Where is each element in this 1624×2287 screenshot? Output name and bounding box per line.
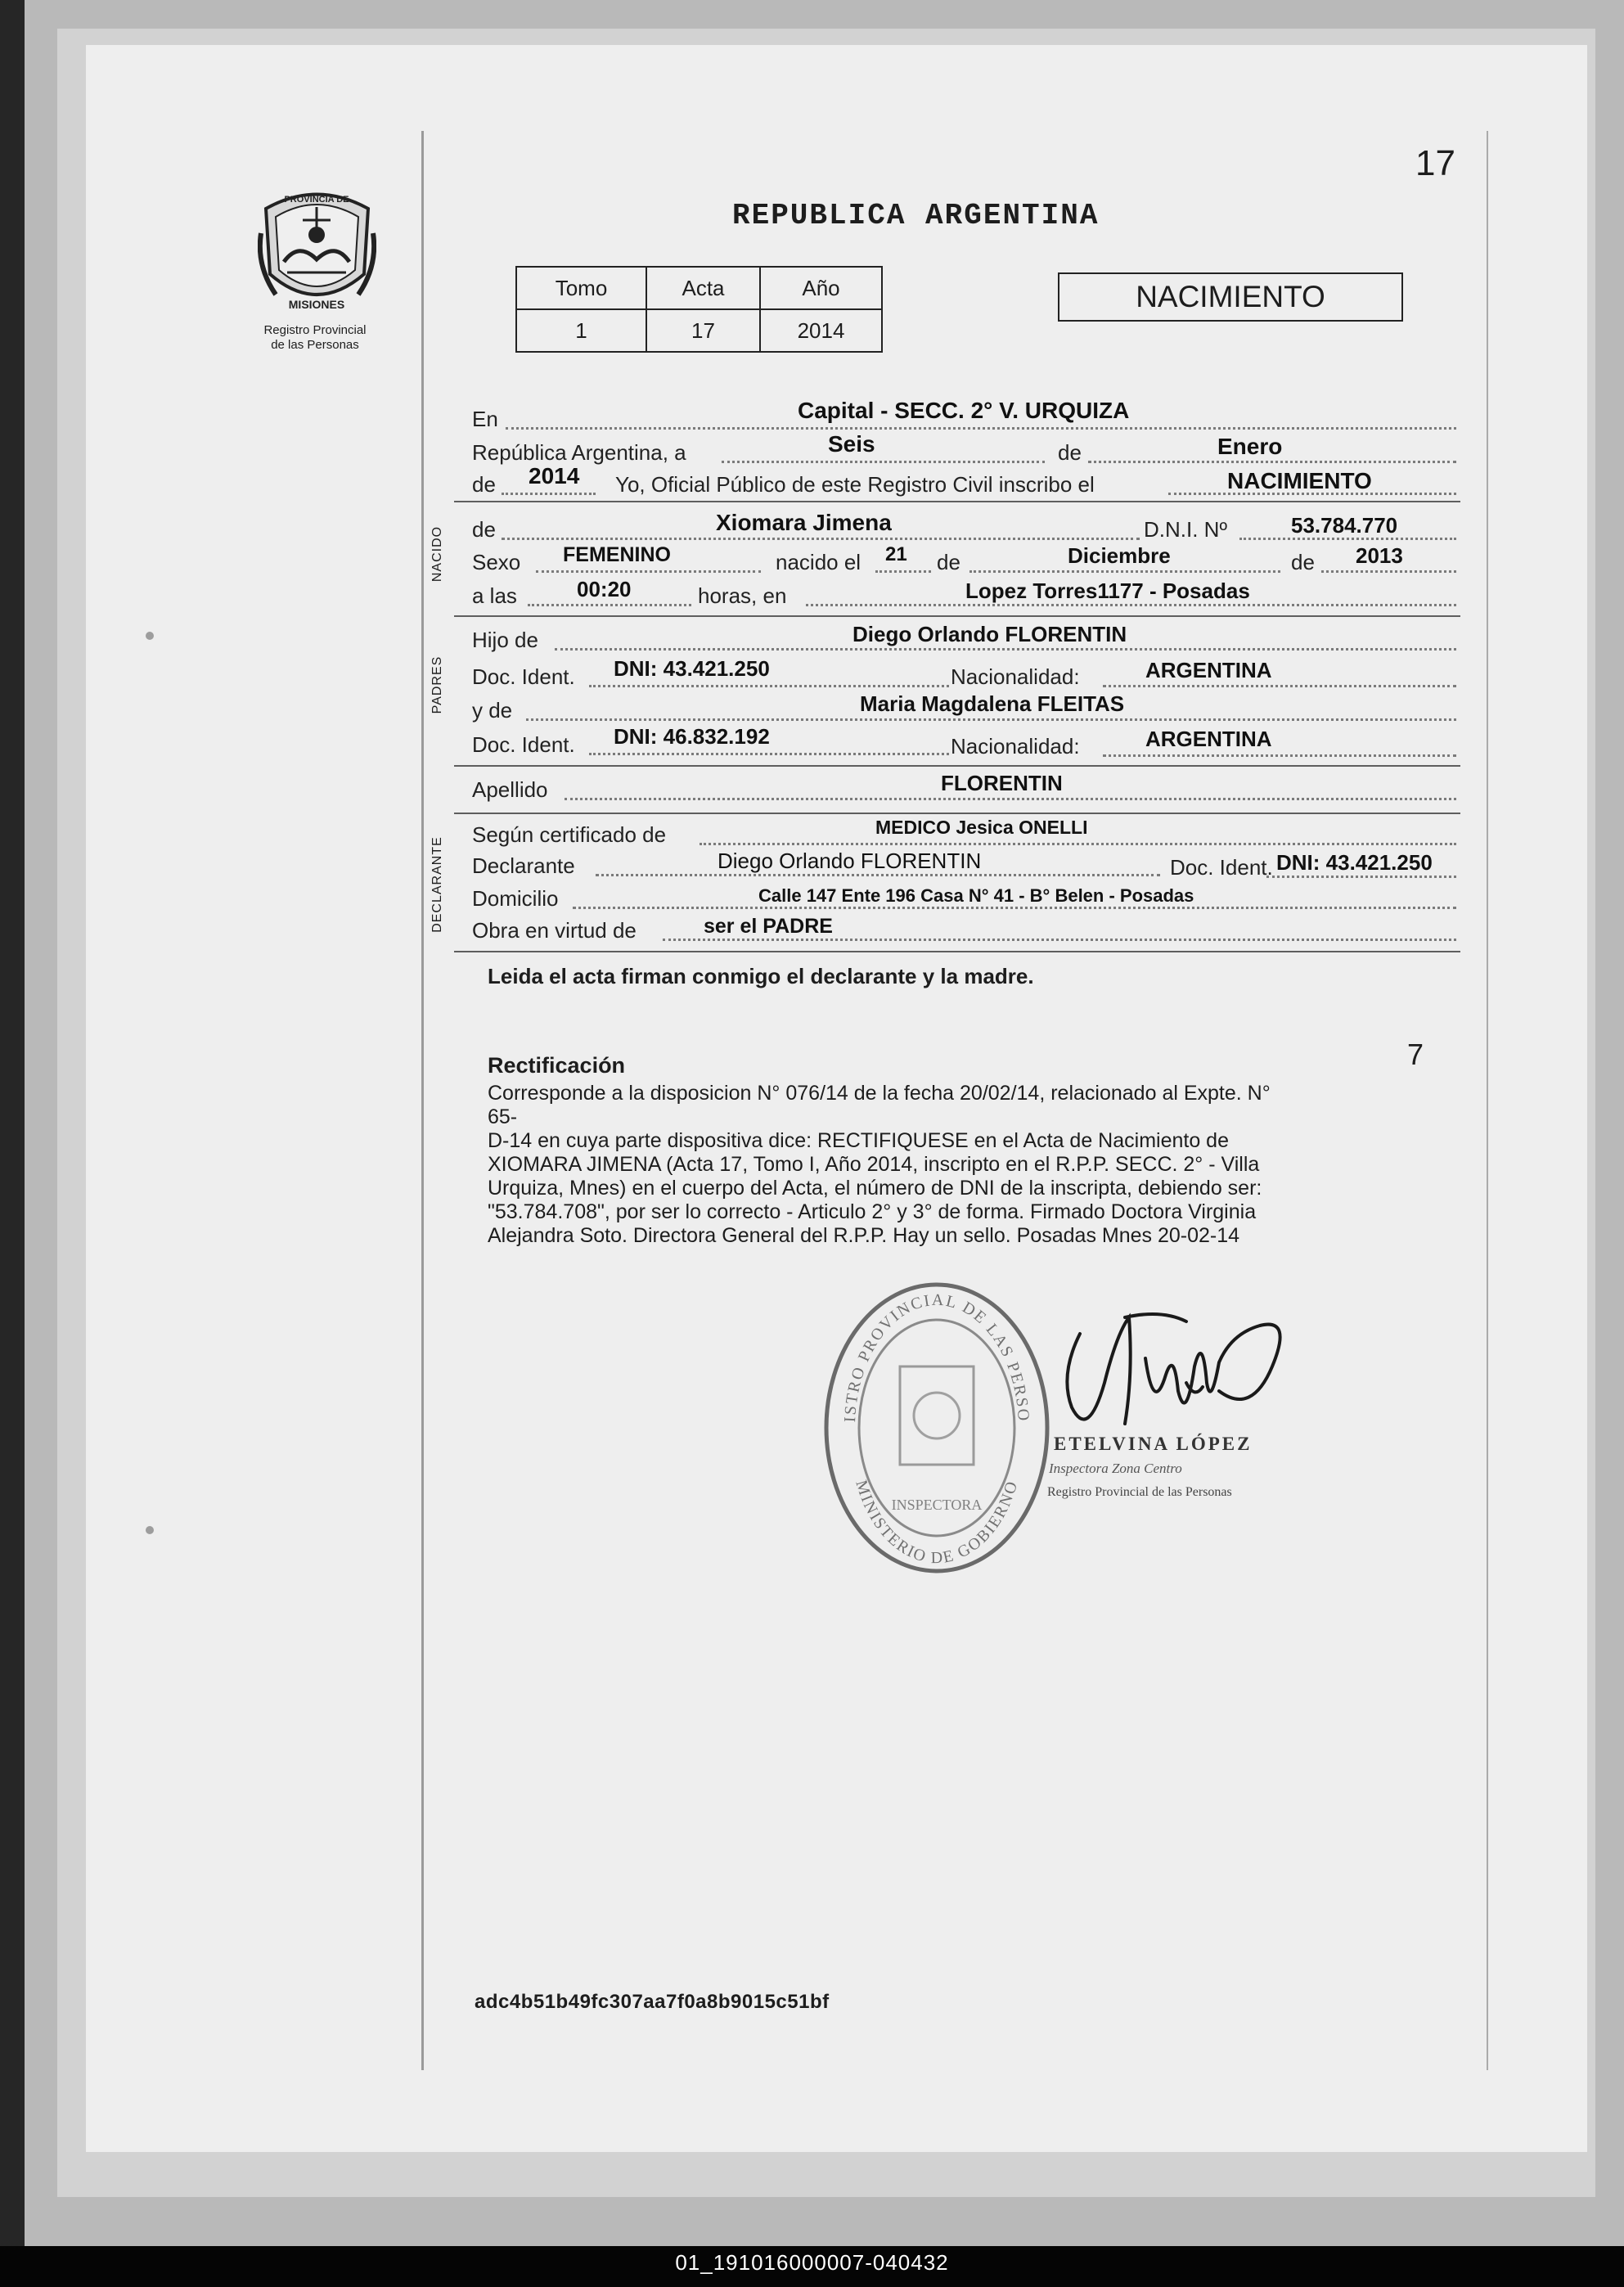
label-yo-oficial: Yo, Oficial Público de este Registro Civil inscribo el xyxy=(615,472,1095,497)
dotted-line xyxy=(555,648,1456,651)
rectification-number: 7 xyxy=(1407,1038,1424,1071)
dotted-line xyxy=(700,843,1456,845)
value-mother-nationality: ARGENTINA xyxy=(1145,727,1272,751)
dotted-line xyxy=(1088,461,1456,463)
dotted-line xyxy=(1103,685,1456,687)
dotted-line xyxy=(589,753,949,755)
page-number: 17 xyxy=(1415,143,1455,183)
value-birth-month: Diciembre xyxy=(1068,543,1171,568)
dotted-line xyxy=(536,570,761,573)
value-time: 00:20 xyxy=(577,577,632,601)
value-month-word: Enero xyxy=(1217,434,1283,459)
value-tomo: 1 xyxy=(516,309,646,352)
value-birth-year: 2013 xyxy=(1356,543,1403,568)
section-divider xyxy=(454,951,1460,952)
label-de-month: de xyxy=(937,550,960,574)
dotted-line xyxy=(502,493,596,495)
svg-text:INSPECTORA: INSPECTORA xyxy=(891,1497,983,1513)
header-ano: Año xyxy=(760,267,882,309)
punch-hole xyxy=(146,1526,154,1534)
svg-text:MINISTERIO DE GOBIERNO: MINISTERIO DE GOBIERNO xyxy=(852,1478,1022,1568)
label-segun-certificado: Según certificado de xyxy=(472,822,667,847)
label-sexo: Sexo xyxy=(472,550,521,574)
value-day-word: Seis xyxy=(828,431,875,457)
logo-caption: Registro Provincial de las Personas xyxy=(263,323,367,352)
label-obra-virtud: Obra en virtud de xyxy=(472,918,637,943)
label-doc-ident: Doc. Ident. xyxy=(1170,855,1273,880)
value-birth-place: Lopez Torres1177 - Posadas xyxy=(965,579,1250,603)
value-ano: 2014 xyxy=(760,309,882,352)
svg-text:MISIONES: MISIONES xyxy=(288,298,345,311)
document-hash: adc4b51b49fc307aa7f0a8b9015c51bf xyxy=(475,1991,830,2013)
svg-text:REGISTRO PROVINCIAL DE LAS PER: ISTRO PROVINCIAL DE LAS PERSO xyxy=(841,1290,1033,1423)
dotted-line xyxy=(1266,876,1456,878)
dotted-line xyxy=(573,907,1456,909)
left-margin-rule xyxy=(421,131,424,2070)
rectification-title: Rectificación xyxy=(488,1053,626,1078)
label-de-name: de xyxy=(472,517,496,542)
dotted-line xyxy=(526,718,1456,721)
label-nacido-el: nacido el xyxy=(776,550,861,574)
value-acta: 17 xyxy=(646,309,760,352)
label-de-year: de xyxy=(472,472,496,497)
value-record: NACIMIENTO xyxy=(1227,468,1372,493)
label-doc-ident: Doc. Ident. xyxy=(472,732,575,757)
dotted-line xyxy=(663,939,1456,941)
label-doc-ident: Doc. Ident. xyxy=(472,664,575,689)
section-divider xyxy=(454,813,1460,814)
value-mother: Maria Magdalena FLEITAS xyxy=(860,691,1125,716)
label-y-de: y de xyxy=(472,698,513,723)
value-mother-doc: DNI: 46.832.192 xyxy=(614,724,770,749)
label-hijo-de: Hijo de xyxy=(472,628,538,652)
label-apellido: Apellido xyxy=(472,777,548,802)
value-dni: 53.784.770 xyxy=(1291,513,1398,538)
dotted-line xyxy=(506,427,1456,430)
value-sex: FEMENINO xyxy=(563,543,671,566)
value-surname: FLORENTIN xyxy=(941,771,1063,795)
value-name: Xiomara Jimena xyxy=(716,510,892,535)
dotted-line xyxy=(596,874,1160,876)
dotted-line xyxy=(589,685,949,687)
dotted-line xyxy=(565,798,1456,800)
value-father: Diego Orlando FLORENTIN xyxy=(852,622,1127,646)
dotted-line xyxy=(528,604,691,606)
dotted-line xyxy=(806,604,1456,606)
record-type-box: NACIMIENTO xyxy=(1058,272,1403,322)
dotted-line xyxy=(875,570,931,573)
label-declarante: Declarante xyxy=(472,853,575,878)
section-label-declarante: DECLARANTE xyxy=(430,836,444,933)
value-certificate: MEDICO Jesica ONELLI xyxy=(875,817,1088,838)
label-domicilio: Domicilio xyxy=(472,886,559,911)
section-divider xyxy=(454,501,1460,502)
footer-file-id: 01_191016000007-040432 xyxy=(675,2250,949,2275)
right-margin-rule xyxy=(1487,131,1488,2070)
header-tomo: Tomo xyxy=(516,267,646,309)
provincia-de-misiones-coat-of-arms xyxy=(258,184,376,315)
value-year: 2014 xyxy=(529,463,580,488)
label-a-las: a las xyxy=(472,583,517,608)
value-birth-day: 21 xyxy=(885,543,907,565)
signature-stamp-role: Inspectora Zona Centro xyxy=(1049,1461,1182,1476)
label-horas-en: horas, en xyxy=(698,583,787,608)
registro-provincial-oval-seal xyxy=(818,1276,1055,1579)
label-nacionalidad: Nacionalidad: xyxy=(951,734,1080,759)
registry-table xyxy=(515,266,883,353)
dotted-line xyxy=(969,570,1280,573)
document-title: REPUBLICA ARGENTINA xyxy=(732,199,1100,232)
dotted-line xyxy=(502,538,1140,540)
label-de-year2: de xyxy=(1291,550,1315,574)
label-republica: República Argentina, a xyxy=(472,440,686,465)
dotted-line xyxy=(1103,754,1456,757)
value-address: Calle 147 Ente 196 Casa N° 41 - B° Belen - Posadas xyxy=(758,885,1194,906)
rectification-text: Corresponde a la disposicion N° 076/14 de la fecha 20/02/14, relacionado al Expte. N° 65- D-14 en cuya parte dispositiva dice: RECTIFIQUESE en el Acta de Nacimiento de XIOMARA JIMENA (Acta 17, Tomo I, Año 2014, inscripto en el R.P.P. SECC. 2° - Villa Urquiza, Mnes) en el cuerpo del Acta, el número de DNI de la inscripta, debiendo ser: "53.784.708", por ser lo correcto - Articulo 2° y 3° de forma. Firmado Doctora Virginia Alejandra Soto. Directora General del R.P.P. Hay un sello. Posadas Mnes 20-02-14 xyxy=(488,1082,1271,1247)
signature-stamp-org: Registro Provincial de las Personas xyxy=(1047,1485,1232,1499)
label-de: de xyxy=(1058,440,1082,465)
value-declarant-doc: DNI: 43.421.250 xyxy=(1276,850,1433,875)
value-father-doc: DNI: 43.421.250 xyxy=(614,656,770,681)
label-nacionalidad: Nacionalidad: xyxy=(951,664,1080,689)
section-label-nacido: NACIDO xyxy=(430,525,444,583)
section-label-padres: PADRES xyxy=(430,655,444,714)
value-declarant: Diego Orlando FLORENTIN xyxy=(718,849,982,873)
svg-text:PROVINCIA DE: PROVINCIA DE xyxy=(284,195,349,205)
section-divider xyxy=(454,615,1460,617)
value-capacity: ser el PADRE xyxy=(704,915,833,938)
section-divider xyxy=(454,765,1460,767)
dotted-line xyxy=(1321,570,1456,573)
closing-statement: Leida el acta firman conmigo el declarante y la madre. xyxy=(488,964,1034,988)
signature-stamp-name: ETELVINA LÓPEZ xyxy=(1054,1434,1253,1454)
value-place: Capital - SECC. 2° V. URQUIZA xyxy=(798,398,1130,423)
header-acta: Acta xyxy=(646,267,760,309)
label-en: En xyxy=(472,407,498,431)
label-dni: D.N.I. Nº xyxy=(1144,517,1227,542)
punch-hole xyxy=(146,632,154,640)
dotted-line xyxy=(722,461,1045,463)
value-father-nationality: ARGENTINA xyxy=(1145,658,1272,682)
